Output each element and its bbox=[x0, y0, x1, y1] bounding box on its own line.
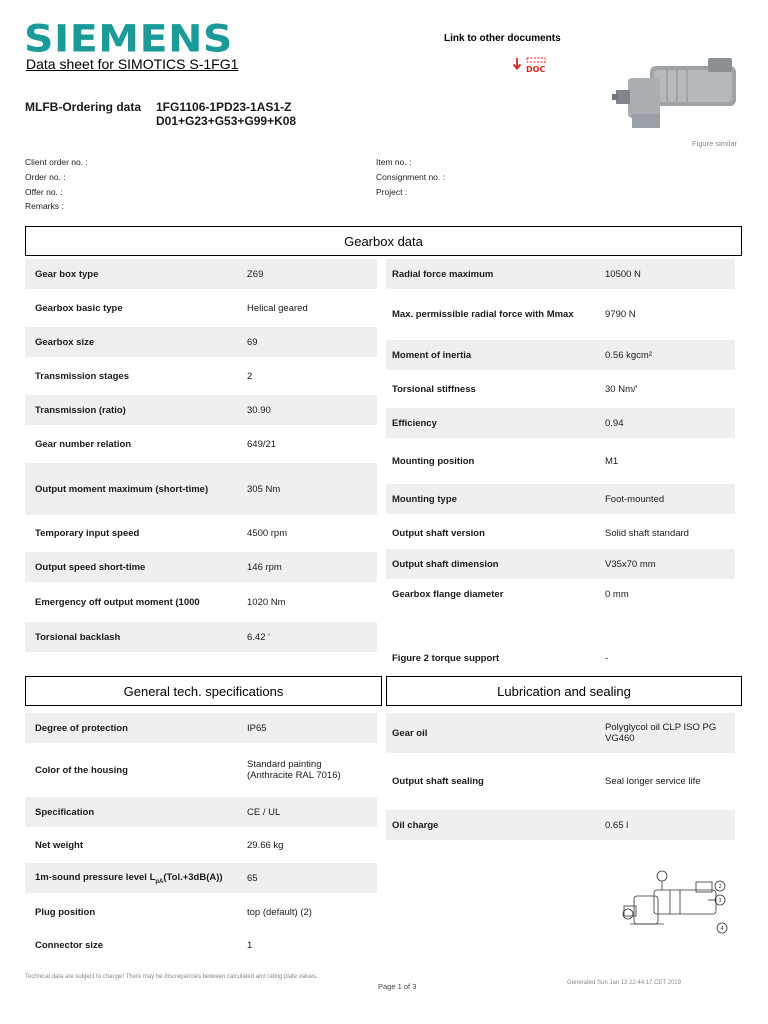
row-label: Degree of protection bbox=[35, 722, 128, 734]
row-value: 0.56 kgcm² bbox=[605, 349, 652, 361]
row-value: M1 bbox=[605, 455, 619, 467]
table-row bbox=[386, 408, 735, 438]
table-row bbox=[386, 644, 735, 672]
row-value: IP65 bbox=[247, 722, 267, 734]
project-field: Project : bbox=[376, 187, 408, 197]
row-label: Gear box type bbox=[35, 268, 99, 280]
table-row bbox=[25, 463, 377, 515]
row-label: Temporary input speed bbox=[35, 527, 140, 539]
row-label: Output moment maximum (short-time) bbox=[35, 483, 209, 495]
row-label: Oil charge bbox=[392, 819, 439, 831]
mlfb-line-2: D01+G23+G53+G99+K08 bbox=[156, 114, 297, 128]
row-value: Standard painting (Anthracite RAL 7016) bbox=[247, 759, 341, 781]
table-row bbox=[25, 259, 377, 289]
row-label: Gearbox flange diameter bbox=[392, 588, 504, 600]
offer-no-field: Offer no. : bbox=[25, 187, 63, 197]
row-label: Max. permissible radial force with Mmax bbox=[392, 308, 574, 320]
row-label: Mounting position bbox=[392, 455, 475, 467]
row-label: Color of the housing bbox=[35, 764, 128, 776]
gearbox-data-header: Gearbox data bbox=[25, 226, 742, 256]
table-row bbox=[25, 897, 377, 927]
table-row bbox=[25, 293, 377, 323]
table-row bbox=[25, 361, 377, 391]
order-no-field: Order no. : bbox=[25, 172, 66, 182]
row-label: Emergency off output moment (1000 bbox=[35, 596, 200, 608]
row-value: Solid shaft standard bbox=[605, 527, 689, 539]
row-value: 29.66 kg bbox=[247, 839, 284, 851]
row-value: 30 Nm/' bbox=[605, 383, 638, 395]
table-row bbox=[386, 518, 735, 548]
row-value: Helical geared bbox=[247, 302, 308, 314]
table-row bbox=[25, 395, 377, 425]
row-value: 146 rpm bbox=[247, 561, 282, 573]
row-label: Efficiency bbox=[392, 417, 437, 429]
client-order-field: Client order no. : bbox=[25, 157, 88, 167]
table-row bbox=[386, 713, 735, 753]
svg-text:2: 2 bbox=[718, 884, 722, 890]
mlfb-line-1: 1FG1106-1PD23-1AS1-Z bbox=[156, 100, 292, 114]
table-row bbox=[386, 259, 735, 289]
row-value: 65 bbox=[247, 872, 258, 884]
table-row bbox=[386, 810, 735, 840]
row-value: 69 bbox=[247, 336, 258, 348]
row-value: 6.42 ' bbox=[247, 631, 270, 643]
mounting-diagram-icon bbox=[618, 866, 738, 942]
table-row bbox=[25, 518, 377, 548]
table-row bbox=[386, 579, 735, 609]
svg-text:3: 3 bbox=[718, 898, 722, 904]
table-row bbox=[25, 830, 377, 860]
siemens-logo: SIEMENS bbox=[24, 16, 233, 61]
row-label: Output shaft dimension bbox=[392, 558, 499, 570]
table-row bbox=[386, 442, 735, 480]
row-label: Gearbox size bbox=[35, 336, 95, 348]
row-label: Figure 2 torque support bbox=[392, 652, 500, 664]
table-row bbox=[25, 797, 377, 827]
sound-label-main: 1m-sound pressure level L bbox=[35, 871, 156, 883]
row-value: 1020 Nm bbox=[247, 596, 286, 608]
row-label: Gear number relation bbox=[35, 438, 132, 450]
table-row bbox=[25, 930, 377, 960]
table-row bbox=[25, 713, 377, 743]
row-label: Output shaft version bbox=[392, 527, 485, 539]
table-row bbox=[386, 374, 735, 404]
row-value: 4500 rpm bbox=[247, 527, 288, 539]
table-row bbox=[386, 293, 735, 335]
doc-download-icon[interactable] bbox=[512, 54, 550, 74]
row-label: Torsional backlash bbox=[35, 631, 121, 643]
remarks-field: Remarks : bbox=[25, 201, 64, 211]
table-row bbox=[25, 429, 377, 459]
table-row bbox=[25, 327, 377, 357]
lubrication-header: Lubrication and sealing bbox=[386, 676, 742, 706]
row-value: V35x70 mm bbox=[605, 558, 656, 570]
row-value: 0.94 bbox=[605, 417, 624, 429]
consignment-no-field: Consignment no. : bbox=[376, 172, 445, 182]
table-row bbox=[25, 622, 377, 652]
mlfb-label: MLFB-Ordering data bbox=[25, 100, 141, 114]
row-label: Moment of inertia bbox=[392, 349, 472, 361]
row-value: Polyglycol oil CLP ISO PG VG460 bbox=[605, 722, 717, 744]
footer-disclaimer: Technical data are subject to change! There may be discrepancies between calculated and rating plate values. bbox=[25, 974, 318, 980]
table-row bbox=[25, 747, 377, 793]
doc-icon-label: DOC bbox=[526, 65, 546, 74]
row-label: Gearbox basic type bbox=[35, 302, 123, 314]
row-label: Net weight bbox=[35, 839, 84, 851]
sound-label-rest: (Tol.+3dB(A)) bbox=[163, 871, 223, 883]
table-row bbox=[386, 484, 735, 514]
row-value: 0 mm bbox=[605, 588, 629, 600]
svg-text:4: 4 bbox=[720, 926, 724, 932]
table-row bbox=[25, 863, 377, 893]
row-label: Connector size bbox=[35, 939, 104, 951]
generated-timestamp: Generated Sun Jan 13 22:44:17 CET 2019 bbox=[567, 980, 681, 986]
mlfb-value bbox=[156, 100, 296, 128]
row-label: Plug position bbox=[35, 906, 96, 918]
link-other-documents[interactable]: Link to other documents bbox=[444, 33, 561, 44]
row-label bbox=[35, 872, 223, 885]
table-row bbox=[386, 340, 735, 370]
general-specs-header: General tech. specifications bbox=[25, 676, 382, 706]
row-value: CE / UL bbox=[247, 806, 281, 818]
sound-label-sub: pA bbox=[155, 878, 164, 885]
table-row bbox=[386, 766, 735, 796]
row-label: Mounting type bbox=[392, 493, 457, 505]
table-row bbox=[386, 549, 735, 579]
row-value: 30.90 bbox=[247, 404, 271, 416]
row-value: 649/21 bbox=[247, 438, 277, 450]
row-value: Foot-mounted bbox=[605, 493, 665, 505]
table-row bbox=[25, 552, 377, 582]
row-label: Torsional stiffness bbox=[392, 383, 476, 395]
row-label: Transmission (ratio) bbox=[35, 404, 126, 416]
row-label: Gear oil bbox=[392, 727, 428, 739]
row-value: 2 bbox=[247, 370, 253, 382]
motor-picture bbox=[612, 44, 744, 140]
row-value: 9790 N bbox=[605, 308, 636, 320]
row-label: Output speed short-time bbox=[35, 561, 146, 573]
row-value: 305 Nm bbox=[247, 483, 281, 495]
row-label: Specification bbox=[35, 806, 95, 818]
row-value: Seal longer service life bbox=[605, 775, 701, 787]
figure-similar-caption: Figure similar bbox=[692, 139, 738, 148]
page-title: Data sheet for SIMOTICS S-1FG1 bbox=[26, 56, 239, 72]
row-label: Radial force maximum bbox=[392, 268, 494, 280]
row-label: Transmission stages bbox=[35, 370, 129, 382]
table-row bbox=[25, 586, 377, 618]
row-value: 1 bbox=[247, 939, 253, 951]
row-value: 10500 N bbox=[605, 268, 641, 280]
item-no-field: Item no. : bbox=[376, 157, 412, 167]
row-value: - bbox=[605, 652, 609, 664]
page-number: Page 1 of 3 bbox=[378, 982, 417, 991]
row-label: Output shaft sealing bbox=[392, 775, 484, 787]
row-value: 0.65 l bbox=[605, 819, 629, 831]
row-value: Z69 bbox=[247, 268, 264, 280]
row-value: top (default) (2) bbox=[247, 906, 312, 918]
